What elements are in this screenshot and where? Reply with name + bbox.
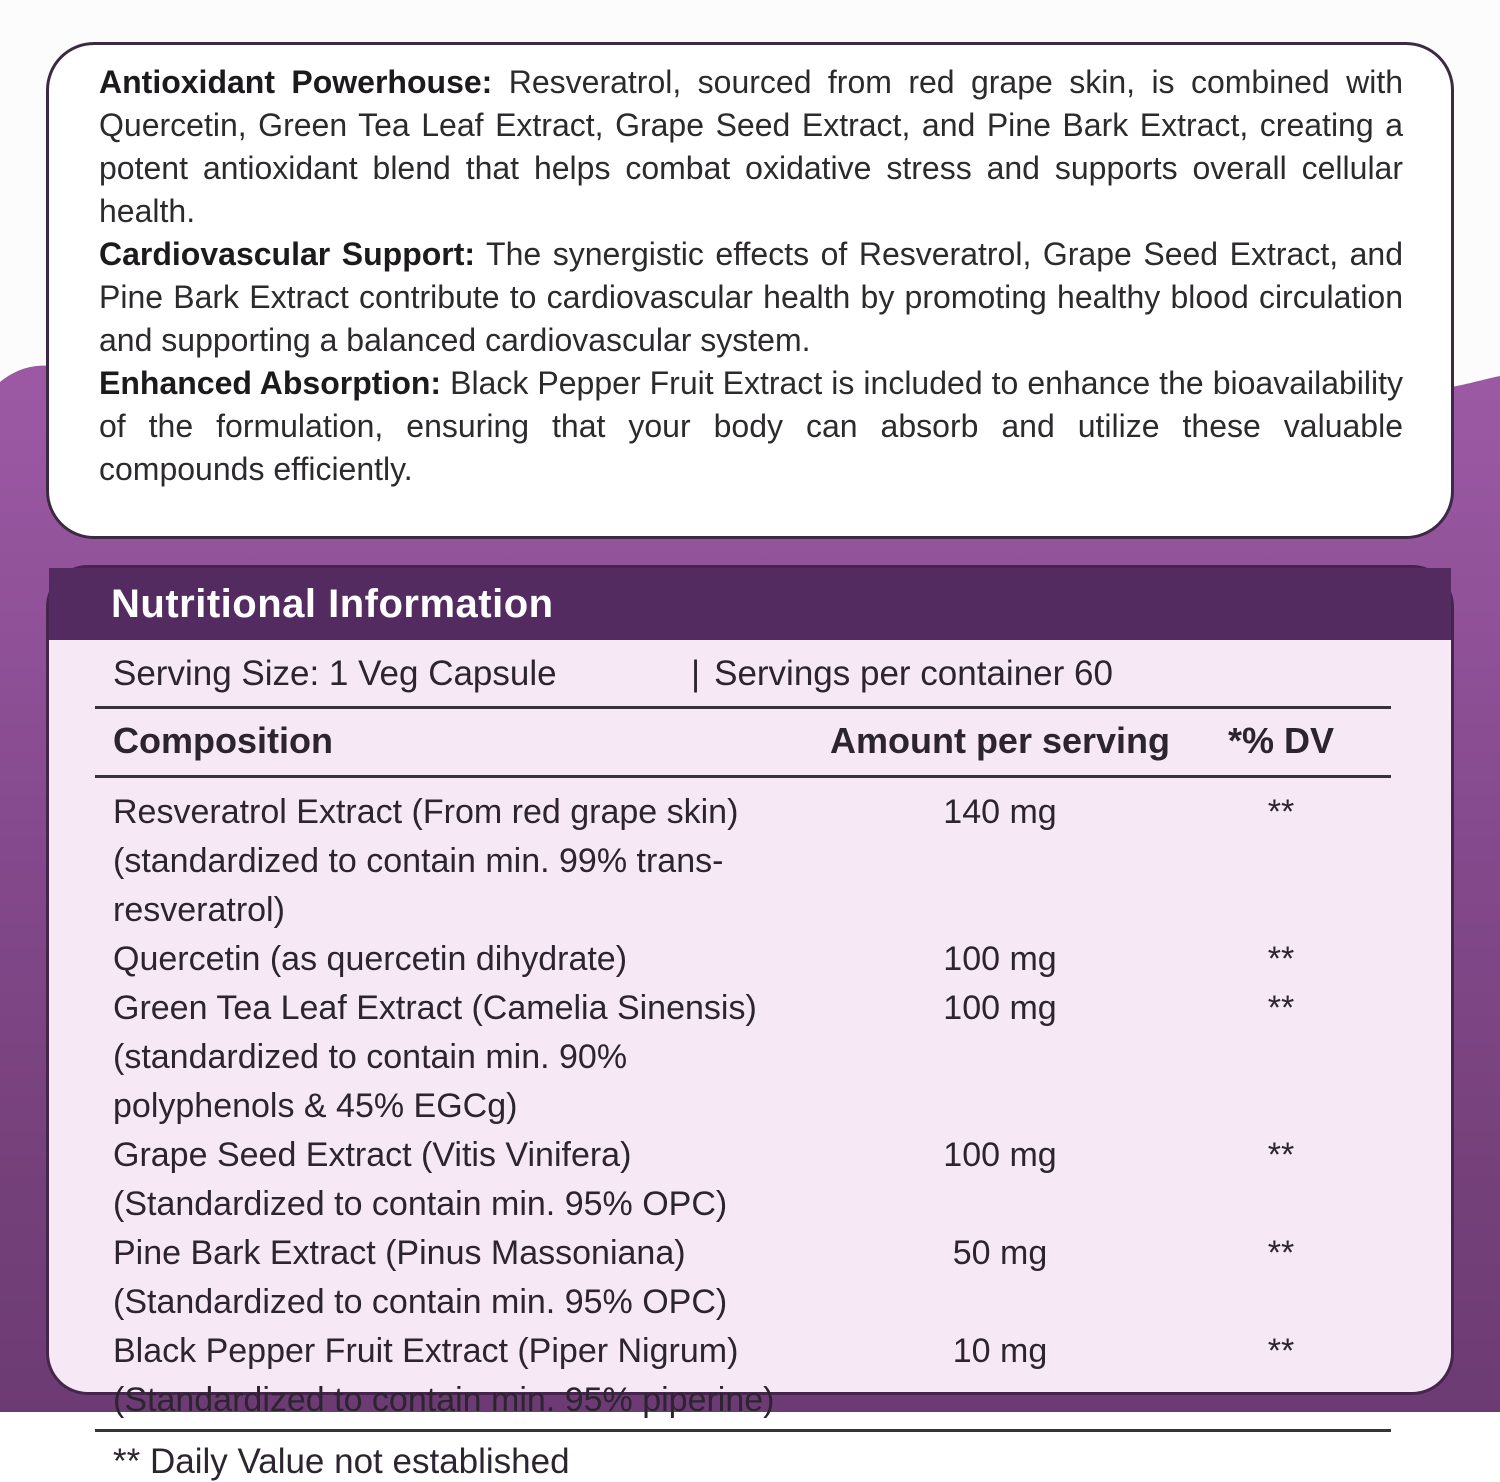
ingredient-name: Black Pepper Fruit Extract (Piper Nigrum): [113, 1332, 739, 1370]
table-row: [113, 1278, 1387, 1327]
paragraph-title: Enhanced Absorption:: [99, 365, 442, 401]
divider: [95, 775, 1391, 778]
paragraph-body: Black Pepper Fruit Extract is included to enhance the bioavailability of the formulation, ensuring that your body can absorb and utilize these valuable compounds efficiently.: [99, 365, 1404, 487]
ingredient-name: Pine Bark Extract (Pinus Massoniana): [113, 1234, 686, 1272]
ingredient-dv: **: [1267, 1332, 1295, 1370]
table-row: [113, 837, 1387, 935]
paragraph-absorption: [99, 362, 1403, 491]
ingredient-name: (Standardized to contain min. 95% OPC): [113, 1283, 728, 1321]
serving-separator: |: [691, 654, 701, 693]
nutrition-panel-body: [49, 640, 1451, 1482]
nutrition-panel-header: [49, 568, 1451, 640]
composition-table: [113, 782, 1387, 1425]
table-row: [113, 1180, 1387, 1229]
table-row: [113, 1327, 1387, 1376]
description-card: [46, 42, 1454, 539]
serving-info-row: [113, 648, 1387, 702]
divider: [95, 706, 1391, 709]
nutrition-panel: [46, 565, 1454, 1481]
ingredient-name: polyphenols & 45% EGCg): [113, 1087, 518, 1125]
paragraph-cardiovascular: [99, 233, 1403, 362]
paragraph-title: Cardiovascular Support:: [99, 236, 476, 272]
paragraph-body: Resveratrol, sourced from red grape skin, is combined with Quercetin, Green Tea Leaf Extract, Grape Seed Extract, and Pine Bark Extract, creating a potent antioxidant blend that helps combat oxidative stress and supports overall cellular health.: [99, 64, 1404, 229]
ingredient-name: (Standardized to contain min. 95% piperine): [113, 1381, 775, 1419]
ingredient-dv: **: [1267, 1136, 1295, 1174]
ingredient-name: Quercetin (as quercetin dihydrate): [113, 940, 628, 978]
nutrition-panel-title: Nutritional Information: [111, 581, 554, 626]
ingredient-amount: 100 mg: [943, 989, 1057, 1027]
ingredient-amount: 100 mg: [943, 940, 1057, 978]
paragraph-antioxidant: [99, 61, 1403, 233]
column-composition: Composition: [113, 720, 333, 761]
table-row: [113, 1376, 1387, 1425]
serving-size: Serving Size: 1 Veg Capsule: [113, 654, 557, 693]
daily-value-footnote: ** Daily Value not established: [113, 1442, 570, 1481]
ingredient-name: Grape Seed Extract (Vitis Vinifera): [113, 1136, 632, 1174]
paragraph-title: Antioxidant Powerhouse:: [99, 64, 493, 100]
paragraph-body: The synergistic effects of Resveratrol, Grape Seed Extract, and Pine Bark Extract contribute to cardiovascular health by promoting healthy blood circulation and supporting a balanced cardiovascular system.: [99, 236, 1404, 358]
ingredient-name: (Standardized to contain min. 95% OPC): [113, 1185, 728, 1223]
table-header-row: [113, 713, 1387, 771]
table-row: [113, 1033, 1387, 1082]
ingredient-dv: **: [1267, 793, 1295, 831]
ingredient-amount: 10 mg: [952, 1332, 1048, 1370]
table-row: [113, 935, 1387, 984]
ingredient-dv: **: [1267, 1234, 1295, 1272]
ingredient-amount: 140 mg: [943, 793, 1057, 831]
table-row: [113, 1229, 1387, 1278]
table-row: [113, 1082, 1387, 1131]
divider: [95, 1429, 1391, 1432]
ingredient-name: Green Tea Leaf Extract (Camelia Sinensis): [113, 989, 757, 1027]
table-row: [113, 1131, 1387, 1180]
table-row: [113, 984, 1387, 1033]
ingredient-name: Resveratrol Extract (From red grape skin): [113, 793, 739, 831]
ingredient-name: (standardized to contain min. 99% trans-resveratrol): [113, 842, 724, 929]
column-dv: *% DV: [1227, 720, 1335, 761]
servings-per-container: Servings per container 60: [714, 654, 1113, 693]
ingredient-name: (standardized to contain min. 90%: [113, 1038, 628, 1076]
column-amount: Amount per serving: [829, 720, 1171, 761]
ingredient-amount: 50 mg: [952, 1234, 1048, 1272]
ingredient-dv: **: [1267, 940, 1295, 978]
ingredient-amount: 100 mg: [943, 1136, 1057, 1174]
table-row: [113, 788, 1387, 837]
ingredient-dv: **: [1267, 989, 1295, 1027]
